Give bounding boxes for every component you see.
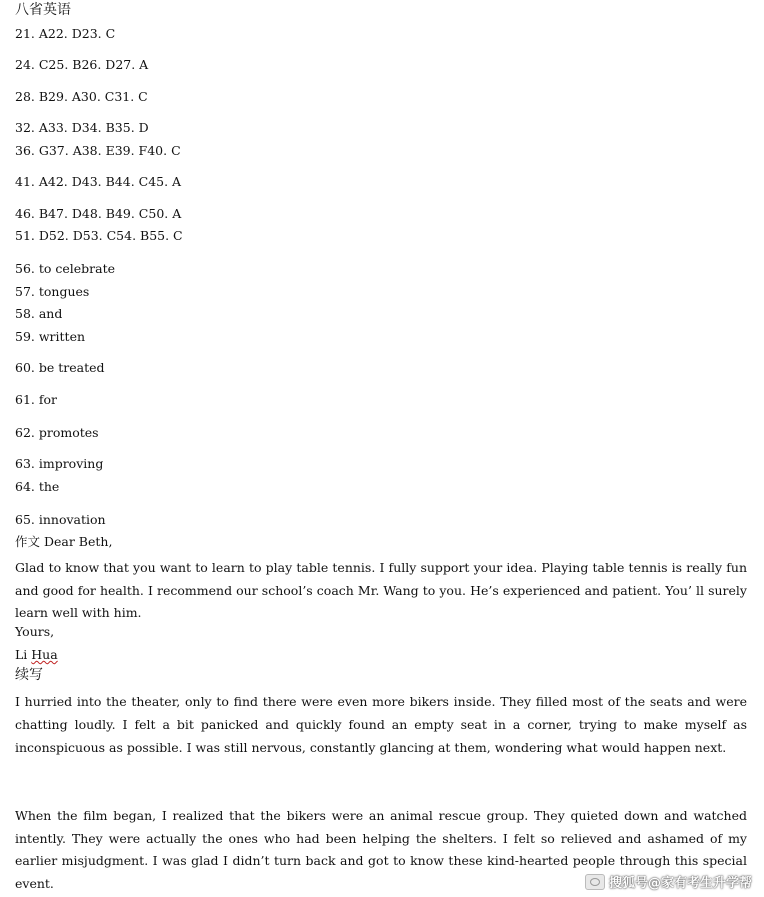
essay-closing: Yours,	[15, 624, 55, 639]
continuation-paragraph-1: I hurried into the theater, only to find there were even more bikers inside. They filled most of the seats and were chatting loudly. I felt a bit panicked and quickly found an empty seat in a corner, trying to make myself as inconspicuous as possible. I was still nervous, constantly glancing at them, wondering what would happen next.	[15, 694, 747, 755]
essay-label: 作文 Dear Beth,	[15, 534, 113, 549]
answer-line: 60. be treated	[15, 360, 105, 375]
answer-line: 24. C25. B26. D27. A	[15, 57, 149, 72]
answer-line: 21. A22. D23. C	[15, 26, 116, 41]
answer-line: 46. B47. D48. B49. C50. A	[15, 206, 182, 221]
watermark-text: 搜狐号@家有考生升学帮	[608, 876, 752, 891]
answer-line: 64. the	[15, 479, 60, 494]
answer-line: 59. written	[15, 329, 86, 344]
signature-first-name: Li	[15, 647, 32, 662]
answer-line: 32. A33. D34. B35. D	[15, 120, 149, 135]
answer-line: 65. innovation	[15, 512, 106, 527]
answer-line: 41. A42. D43. B44. C45. A	[15, 174, 182, 189]
answer-line: 36. G37. A38. E39. F40. C	[15, 143, 181, 158]
continuation-label: 续写	[15, 667, 43, 683]
watermark	[585, 872, 752, 891]
continuation-paragraph-2: When the film began, I realized that the bikers were an animal rescue group. They quieted down and watched intently. They were actually the ones who had been helping the shelters. I felt so relieved and ashamed of my earlier misjudgment. I was glad I didn’t turn back and got to know these kind-hearted people through this special event.	[15, 808, 747, 891]
sohu-logo-icon	[585, 874, 605, 890]
document-heading: 八省英语	[15, 2, 71, 18]
essay-signature	[15, 647, 58, 663]
answer-line: 51. D52. D53. C54. B55. C	[15, 228, 183, 243]
answer-line: 57. tongues	[15, 284, 90, 299]
answer-line: 56. to celebrate	[15, 261, 116, 276]
answer-line: 61. for	[15, 392, 57, 407]
answer-line: 58. and	[15, 306, 63, 321]
answer-line: 63. improving	[15, 456, 104, 471]
signature-last-name: Hua	[31, 647, 58, 662]
answer-line: 62. promotes	[15, 425, 99, 440]
answer-line: 28. B29. A30. C31. C	[15, 89, 148, 104]
essay-body: Glad to know that you want to learn to play table tennis. I fully support your idea. Playing table tennis is really fun and good for health. I recommend our school’s coach Mr. Wang to you. He’s experienced and patient. You’ ll surely learn well with him.	[15, 560, 747, 620]
